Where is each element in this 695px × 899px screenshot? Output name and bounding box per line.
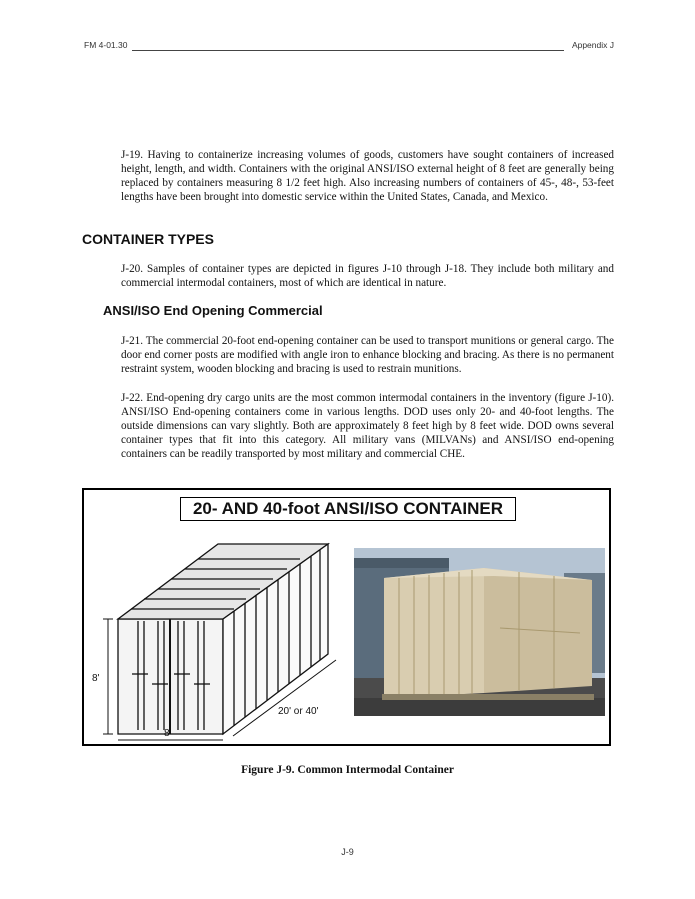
figure-container <box>82 488 611 746</box>
paragraph-j20: J-20. Samples of container types are depicted in figures J-10 through J-18. They include both military and commercial intermodal containers, most of which are identical in nature. <box>121 263 614 289</box>
header-appendix: Appendix J <box>571 40 614 50</box>
paragraph-j22: J-22. End-opening dry cargo units are the most common intermodal containers in the inventory (figure J-10). ANSI/ISO End-opening containers come in various lengths. DOD uses only 20- and 40-foot lengths. The outside dimensions can vary slightly. Both are approximately 8 feet high by 8 feet wide. DOD owns several container types that fit into this category. All military vans (MILVANs) and ANSI/ISO end-opening containers can be readily transported by most military and commercial CHE. <box>121 392 614 460</box>
figure-title: 20- AND 40-foot ANSI/ISO CONTAINER <box>180 497 516 521</box>
length-dimension-label: 20' or 40' <box>278 706 319 717</box>
paragraph-j21: J-21. The commercial 20-foot end-opening container can be used to transport munitions or general cargo. The door end corner posts are modified with angle iron to enhance blocking and bracing. As there is no permanent restraint system, wooden blocking and bracing is used to restrain munitions. <box>121 335 614 375</box>
figure-caption: Figure J-9. Common Intermodal Container <box>241 764 454 776</box>
width-dimension-label: 8' <box>164 728 172 739</box>
container-photo <box>354 548 605 716</box>
page-number: J-9 <box>341 847 354 857</box>
header-publication-id: FM 4-01.30 <box>84 40 128 50</box>
container-line-drawing <box>88 524 350 742</box>
header-rule <box>132 50 564 51</box>
running-header <box>84 40 614 54</box>
subsection-heading: ANSI/ISO End Opening Commercial <box>103 303 323 318</box>
paragraph-j19: J-19. Having to containerize increasing volumes of goods, customers have sought containers of increased height, length, and width. Containers with the original ANSI/ISO external height of 8 feet are generally being replaced by containers measuring 8 1/2 feet high. Also increasing numbers of containers of 45-, 48-, 53-feet lengths have been brought into domestic service within the United States, Canada, and Mexico. <box>121 149 614 203</box>
height-dimension-label: 8' <box>92 673 100 684</box>
section-heading: CONTAINER TYPES <box>82 231 214 247</box>
